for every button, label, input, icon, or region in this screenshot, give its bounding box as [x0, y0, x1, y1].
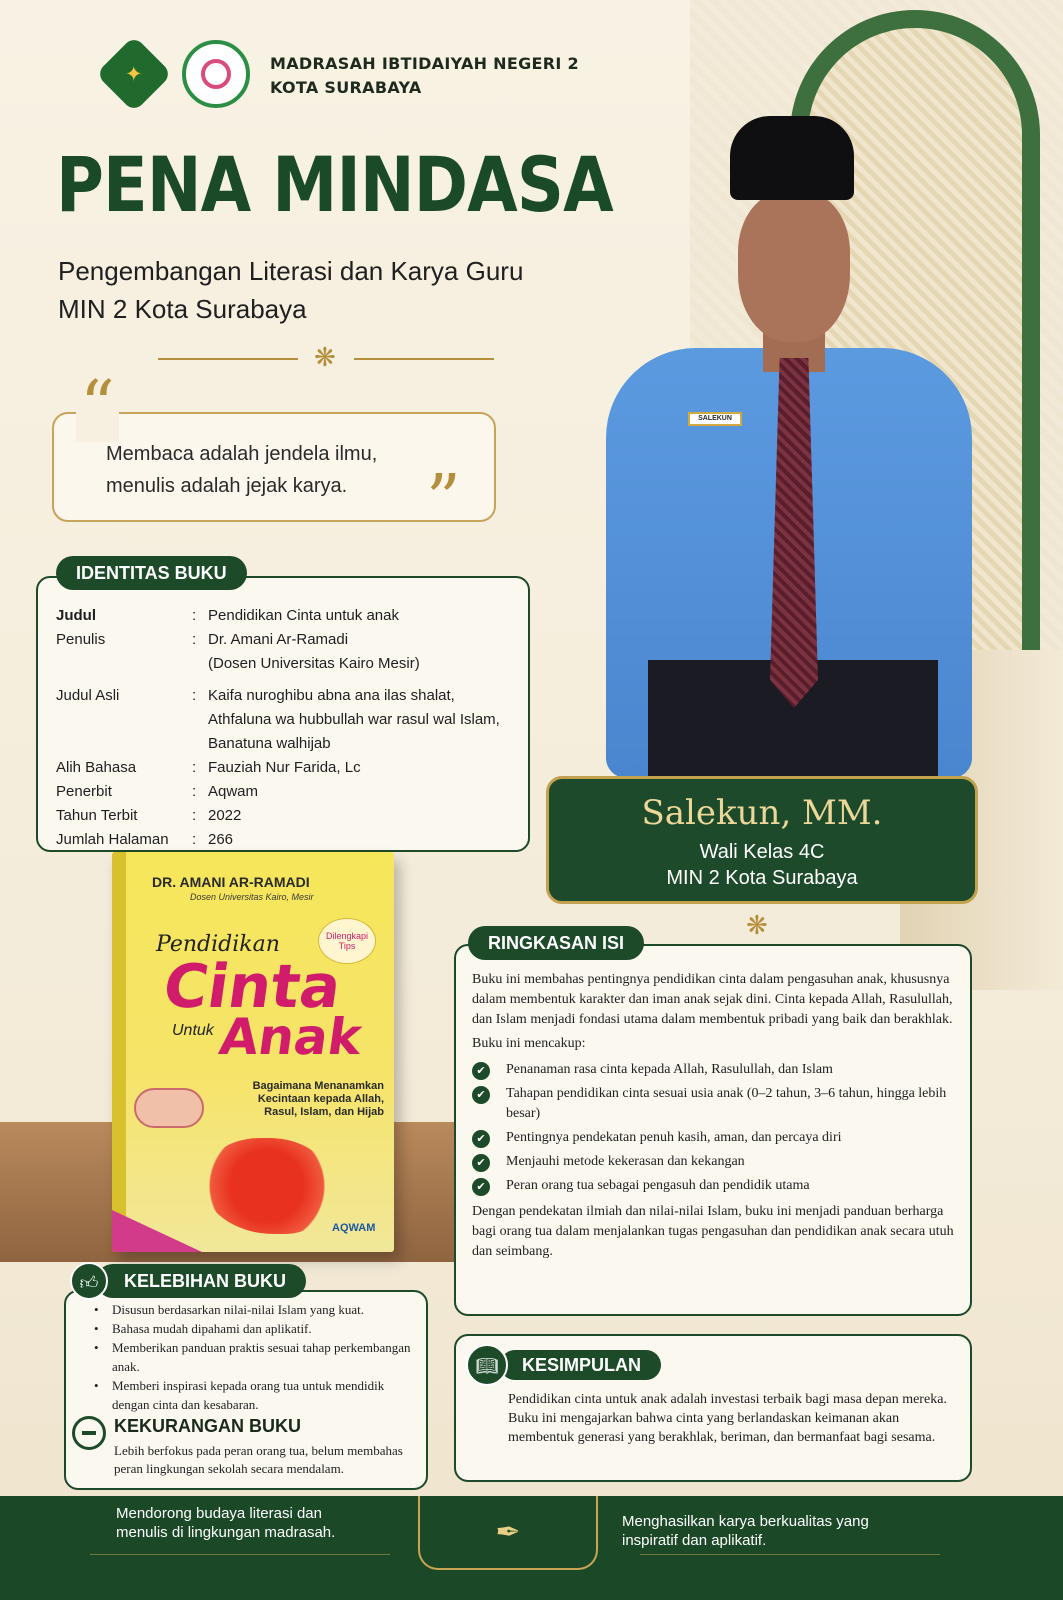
- peci-hat-icon: [730, 116, 854, 200]
- teacher-role: Wali Kelas 4C: [699, 841, 825, 863]
- quote-text: [106, 438, 377, 502]
- identity-key: Penulis: [56, 631, 106, 648]
- identity-row: [56, 652, 528, 676]
- summary-body: [472, 970, 962, 1262]
- thumbs-up-icon: 👍︎: [70, 1262, 108, 1300]
- footer-bar: [0, 1496, 1063, 1600]
- teacher-photo: [588, 112, 988, 802]
- school-name-line1: MADRASAH IBTIDAIYAH NEGERI 2: [270, 54, 579, 73]
- summary-intro: Buku ini membahas pentingnya pendidikan cinta dalam pengasuhan anak, khususnya dalam membentuk karakter dan iman anak sejak dini. Cinta kepada Allah, Rasulullah, dan Islam menjadi fondasi utama dalam membentuk pribadi yang baik dan berakhlak.: [472, 972, 953, 1027]
- identity-row: [56, 684, 528, 708]
- open-quote-icon: “: [76, 372, 119, 442]
- identity-key: Penerbit: [56, 783, 112, 800]
- identity-value: Aqwam: [208, 783, 259, 800]
- book-spine: [112, 852, 126, 1252]
- identity-value: Kaifa nuroghibu abna ana ilas shalat,: [208, 687, 455, 704]
- school-name-line2: KOTA SURABAYA: [270, 78, 422, 97]
- identity-row: [56, 604, 528, 628]
- summary-closing: Dengan pendekatan ilmiah dan nilai-nilai Islam, buku ini menjadi panduan berharga bagi orang tua dalam menjalankan tugas pengasuhan dan pendidikan anak secara utuh dan seimbang.: [472, 1204, 954, 1259]
- kemenag-logo-icon: ✦: [96, 36, 173, 113]
- identity-row: [56, 756, 528, 780]
- book-author: DR. AMANI AR-RAMADI: [152, 874, 310, 890]
- hand-illustration: [134, 1088, 204, 1128]
- book-author-subtitle: Dosen Universitas Kairo, Mesir: [190, 892, 314, 902]
- conclusion-tab: KESIMPULAN: [500, 1350, 661, 1380]
- summary-tab: RINGKASAN ISI: [468, 926, 644, 960]
- quote-line1: Membaca adalah jendela ilmu,: [106, 443, 378, 465]
- identity-colon: [192, 708, 208, 732]
- quote-line2: menulis adalah jejak karya.: [106, 475, 348, 497]
- list-item: [472, 1060, 962, 1080]
- identity-value: 266: [208, 831, 234, 848]
- list-item: [472, 1128, 962, 1148]
- identity-value: Fauziah Nur Farida, Lc: [208, 759, 361, 776]
- leaf-check-icon: ✔: [472, 1178, 490, 1196]
- identity-key: [56, 652, 192, 676]
- footer-deco-line-left: [90, 1554, 390, 1555]
- identity-value: 2022: [208, 807, 242, 824]
- open-book-icon: 📖︎: [466, 1344, 508, 1386]
- identity-colon: [192, 732, 208, 756]
- logo-group: [100, 40, 250, 108]
- list-item: • Memberikan panduan praktis sesuai tahap perkembangan anak.: [92, 1338, 412, 1376]
- teacher-name-card: [546, 776, 978, 904]
- identity-row: [56, 804, 528, 828]
- identity-colon: :: [192, 607, 197, 624]
- list-item: [472, 1152, 962, 1172]
- book-identity-tab: IDENTITAS BUKU: [56, 556, 247, 590]
- leaf-check-icon: ✔: [472, 1130, 490, 1148]
- subtitle-line2: MIN 2 Kota Surabaya: [58, 294, 307, 324]
- summary-list: [472, 1060, 962, 1196]
- footer-deco-line-right: [640, 1554, 940, 1555]
- red-scribble-illustration: [202, 1138, 332, 1234]
- identity-colon: :: [192, 759, 197, 776]
- advantages-tab: KELEBIHAN BUKU: [96, 1264, 306, 1298]
- leaf-check-icon: ✔: [472, 1154, 490, 1172]
- leaf-check-icon: ✔: [472, 1086, 490, 1104]
- school-logo-icon: [182, 40, 250, 108]
- ornament-divider: [158, 342, 494, 372]
- identity-key: Alih Bahasa: [56, 759, 137, 776]
- minus-circle-icon: [72, 1416, 106, 1450]
- book-title-word3: Untuk: [172, 1022, 214, 1039]
- book-title-word1: Pendidikan: [156, 932, 280, 957]
- book-title-word4: Anak: [215, 1008, 366, 1066]
- footer-left-text: Mendorong budaya literasi dan menulis di lingkungan madrasah.: [116, 1505, 336, 1541]
- identity-row: [56, 828, 528, 852]
- summary-item-text: Peran orang tua sebagai pengasuh dan pendidik utama: [506, 1178, 810, 1193]
- summary-item-text: Menjauhi metode kekerasan dan kekangan: [506, 1154, 745, 1169]
- summary-item-text: Penanaman rasa cinta kepada Allah, Rasulullah, dan Islam: [506, 1062, 833, 1077]
- list-item: • Disusun berdasarkan nilai-nilai Islam yang kuat.: [92, 1300, 412, 1319]
- list-item: [472, 1176, 962, 1196]
- page-subtitle: [58, 252, 523, 328]
- list-item: [472, 1084, 962, 1124]
- identity-row: [56, 732, 528, 756]
- close-quote-icon: ”: [426, 461, 461, 540]
- identity-row: [56, 780, 528, 804]
- weakness-text: Lebih berfokus pada peran orang tua, belum membahas peran lingkungan sekolah secara mendalam.: [114, 1443, 403, 1476]
- identity-colon: :: [192, 831, 197, 848]
- quill-book-icon: ✒: [418, 1496, 598, 1570]
- teacher-name: Salekun, MM.: [641, 793, 883, 833]
- identity-key: Judul: [56, 607, 96, 624]
- identity-value: Pendidikan Cinta untuk anak: [208, 607, 399, 624]
- identity-key: Judul Asli: [56, 687, 120, 704]
- book-title-word2: Cinta: [159, 952, 346, 1022]
- book-tips-badge: Dilengkapi Tips: [318, 918, 376, 964]
- footer-right-text: Menghasilkan karya berkualitas yang inspiratif dan aplikatif.: [622, 1513, 869, 1549]
- identity-value: Banatuna walhijab: [208, 735, 331, 752]
- conclusion-text: Pendidikan cinta untuk anak adalah investasi terbaik bagi masa depan mereka. Buku ini mengajarkan bahwa cinta yang berlandaskan keimanan akan membentuk generasi yang berakhlak, beriman, dan bermanfaat bagi sesama.: [508, 1392, 947, 1445]
- list-item: • Memberi inspirasi kepada orang tua untuk mendidik dengan cinta dan kesabaran.: [92, 1376, 412, 1414]
- book-cover: [112, 852, 394, 1252]
- divider-line-left: [158, 358, 298, 360]
- identity-row: [56, 628, 528, 652]
- identity-value: Athfaluna wa hubbullah war rasul wal Islam,: [208, 711, 500, 728]
- leaf-check-icon: ✔: [472, 1062, 490, 1080]
- identity-key: [56, 708, 192, 732]
- summary-item-text: Tahapan pendidikan cinta sesuai usia anak (0–2 tahun, 3–6 tahun, hingga lebih besar): [506, 1086, 947, 1121]
- summary-item-text: Pentingnya pendekatan penuh kasih, aman, dan percaya diri: [506, 1130, 842, 1145]
- book-identity-rows: [56, 604, 528, 852]
- identity-value: Dr. Amani Ar-Ramadi: [208, 631, 349, 648]
- flower-ornament-icon: ❋: [314, 342, 336, 372]
- weakness-title: KEKURANGAN BUKU: [114, 1416, 301, 1436]
- subtitle-line1: Pengembangan Literasi dan Karya Guru: [58, 256, 524, 286]
- identity-colon: :: [192, 783, 197, 800]
- list-item: • Bahasa mudah dipahami dan aplikatif.: [92, 1319, 412, 1338]
- identity-key: Tahun Terbit: [56, 807, 138, 824]
- summary-list-intro: Buku ini mencakup:: [472, 1036, 586, 1051]
- identity-colon: :: [192, 807, 197, 824]
- identity-colon: [192, 652, 208, 676]
- flower-ornament-icon: ❋: [746, 910, 768, 940]
- identity-row: [56, 708, 528, 732]
- identity-colon: :: [192, 687, 197, 704]
- divider-line-right: [354, 358, 494, 360]
- teacher-face: [738, 192, 850, 342]
- teacher-school: MIN 2 Kota Surabaya: [666, 867, 858, 889]
- advantages-list: [92, 1300, 412, 1414]
- identity-colon: :: [192, 631, 197, 648]
- book-publisher-logo: AQWAM: [332, 1222, 376, 1234]
- book-description: Bagaimana Menanamkan Kecintaan kepada Allah, Rasul, Islam, dan Hijab: [252, 1080, 384, 1118]
- school-name: [270, 52, 579, 100]
- identity-key: Jumlah Halaman: [56, 831, 169, 848]
- name-badge: SALEKUN: [688, 412, 742, 426]
- identity-value: (Dosen Universitas Kairo Mesir): [208, 655, 420, 672]
- identity-key: [56, 732, 192, 756]
- page-title: PENA MINDASA: [56, 140, 613, 229]
